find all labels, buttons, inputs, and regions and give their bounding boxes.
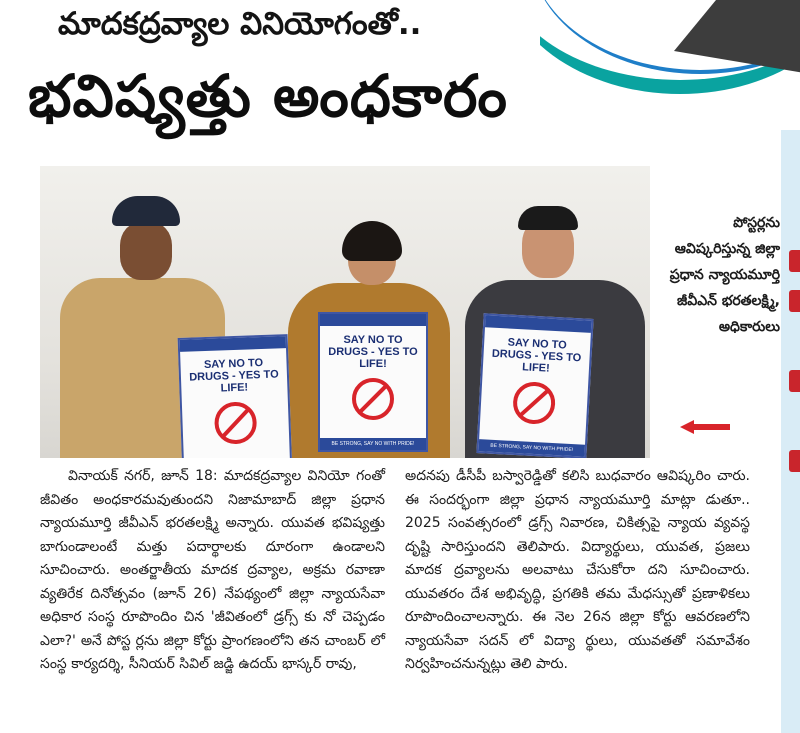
poster-footer: BE STRONG, SAY NO WITH PRIDE! [479, 439, 585, 457]
anti-drug-poster [476, 313, 593, 458]
poster-slogan: SAY NO TO DRUGS - YES TO LIFE! [328, 334, 418, 371]
poster-slogan: SAY NO TO DRUGS - YES TO LIFE! [189, 356, 279, 395]
poster-footer: BE STRONG, SAY NO WITH PRIDE! [320, 438, 426, 450]
no-drugs-icon [512, 381, 556, 425]
poster-slogan: SAY NO TO DRUGS - YES TO LIFE! [491, 336, 582, 375]
article-headline: భవిష్యత్తు అంధకారం [28, 62, 508, 130]
no-drugs-icon [352, 378, 394, 420]
anti-drug-poster [178, 334, 293, 458]
article-kicker: మాదకద్రవ్యాల వినియోగంతో.. [58, 6, 422, 42]
left-arrow-icon [680, 420, 730, 434]
no-drugs-icon [214, 402, 257, 445]
photo-caption: పోస్టర్లను ఆవిష్కరిస్తున్న జిల్లా ప్రధాన న్యాయమూర్తి జీవీఎన్ భరతలక్ష్మి, అధికారులు [669, 215, 780, 335]
anti-drug-poster [318, 312, 428, 452]
adjacent-ad-strip [781, 130, 800, 733]
article-photo [40, 166, 650, 458]
article-body-column-1: వినాయక్ నగర్, జూన్ 18: మాదకద్రవ్యాల వినియో గంతో జీవితం అంధకారమవుతుందని నిజామాబాద్ జిల్లా ప్రధాన న్యాయమూర్తి జీవీఎన్ భరతలక్ష్మి అన్నారు. యువత భవిష్యత్తు బాగుండాలంటే మత్తు పదార్థాలకు దూరంగా ఉండాలని సూచించారు. అంతర్జాతీయ మాదక ద్రవ్యాల, అక్రమ రవాణా వ్యతిరేక దినోత్సవం (జూన్ 26) నేపథ్యంలో జిల్లా న్యాయసేవా అధికార సంస్థ రూపొందిం చిన 'జీవితంలో డ్రగ్స్ కు నో చెప్పడం ఎలా?' అనే పోస్ట ర్లను జిల్లా కోర్టు ప్రాంగణంలోని తన చాంబర్ లో సంస్థ కార్యదర్శి, సీనియర్ సివిల్ జడ్జి ఉదయ్ భాస్కర్ రావు, [40, 468, 385, 672]
article-body-column-2: అదనపు డీసీపీ బస్వారెడ్డితో కలిసి బుధవారం ఆవిష్కరిం చారు. ఈ సందర్భంగా జిల్లా ప్రధాన న్యాయమూర్తి మాట్లా డుతూ.. 2025 సంవత్సరంలో డ్రగ్స్ నివారణ, చికిత్సపై న్యాయ వ్యవస్థ దృష్టి సారిస్తుందని తెలిపారు. విద్యార్థులు, యువత, ప్రజలు మాదక ద్రవ్యాలను అలవాటు చేసుకోరా దని సూచించారు. యువతరం దేశ అభివృద్ధి, ప్రగతికి తమ మేధస్సుతో ప్రణాళికలు రూపొందించాలన్నారు. ఈ నెల 26న జిల్లా కోర్టు ఆవరణలోని న్యాయసేవా సదన్ లో విద్యా ర్థులు, యువతతో సమావేశం నిర్వహించనున్నట్లు తెలి పారు. [405, 468, 750, 672]
corner-decoration [540, 0, 800, 95]
